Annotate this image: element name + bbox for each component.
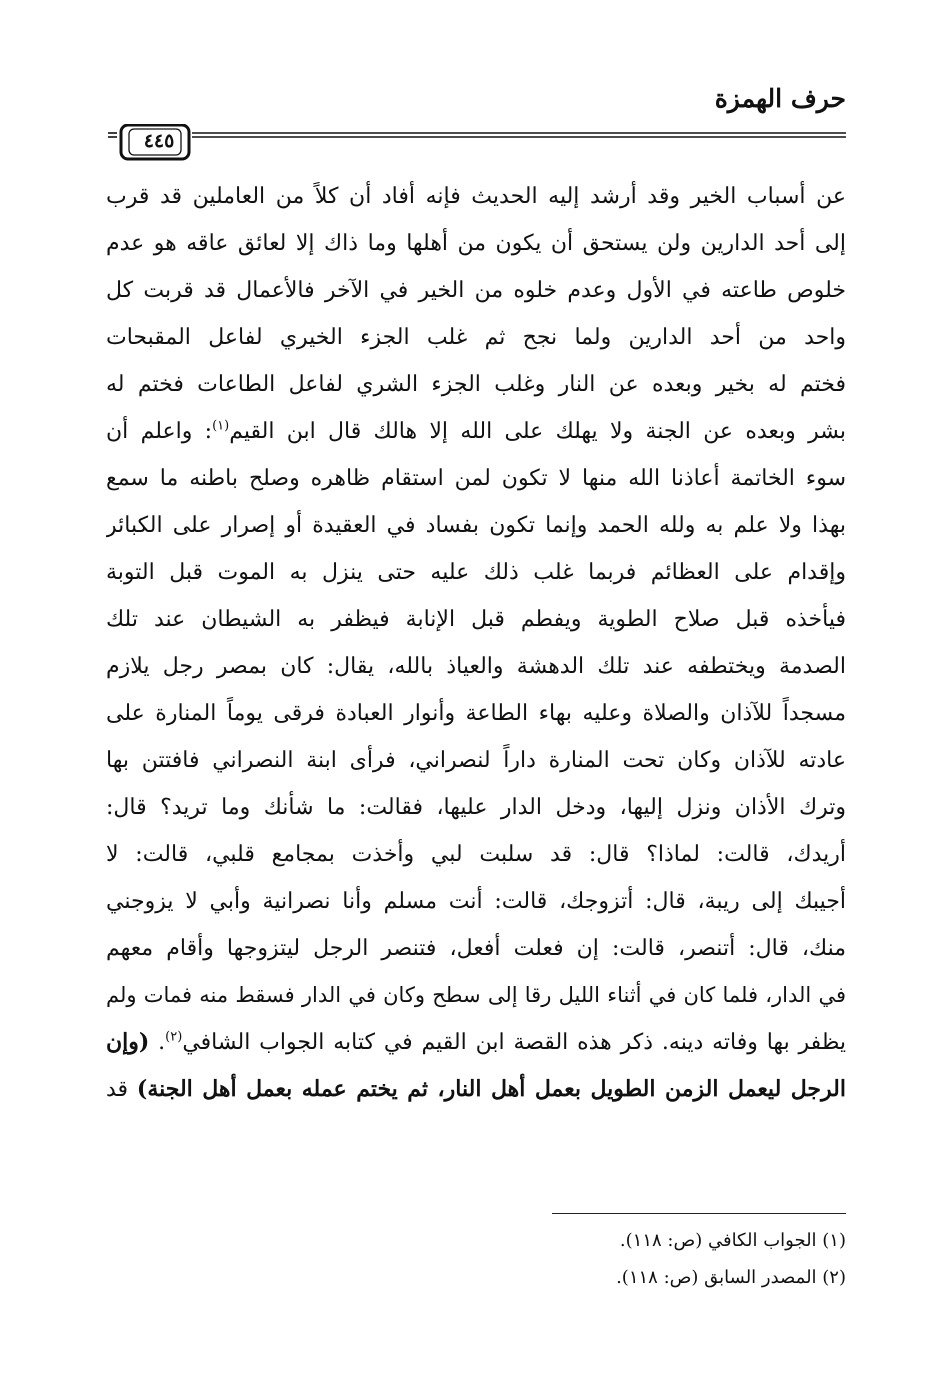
text-line <box>106 314 846 361</box>
text-line <box>106 220 846 267</box>
text-line <box>106 1066 846 1113</box>
text-line <box>106 784 846 831</box>
footnote-entry: (١) الجواب الكافي (ص: ١١٨). <box>619 1230 846 1251</box>
text-line-content: فيأخذه قبل صلاح الطوية ويفطم قبل الإنابة فيظفر به الشيطان عند تلك <box>106 607 846 632</box>
main-text <box>106 173 846 1113</box>
footnotes <box>346 1222 846 1296</box>
text-line-content: خلوص طاعته في الأول وعدم خلوه من الخير في الآخر فالأعمال قد قربت كل <box>106 278 846 303</box>
footnote-marker[interactable]: (٢) <box>165 1029 183 1045</box>
text-line-content: يظفر بها وفاته دينه. ذكر هذه القصة ابن القيم في كتابه الجواب الشافي <box>182 1030 846 1055</box>
text-line <box>106 455 846 502</box>
text-line <box>106 502 846 549</box>
text-line-continuation: : واعلم أن <box>106 419 213 444</box>
text-line <box>106 690 846 737</box>
text-line-content: عادته للآذان وكان تحت المنارة داراً لنصراني، فرأى ابنة النصراني فافتتن بها <box>106 748 846 773</box>
text-line-content: فختم له بخير وبعده عن النار وغلب الجزء الشري لفاعل الطاعات فختم له <box>106 372 846 397</box>
text-line <box>106 267 846 314</box>
text-line <box>106 549 846 596</box>
text-line <box>106 972 846 1019</box>
text-line <box>106 737 846 784</box>
text-line <box>106 361 846 408</box>
hadith-quote-start: (وإن <box>106 1029 150 1055</box>
text-line-content: وإقدام على العظائم فربما غلب ذلك عليه حتى ينزل به الموت قبل التوبة <box>106 560 846 585</box>
header-ornamental-rule <box>108 124 846 164</box>
text-line-content: مسجداً للآذان والصلاة وعليه بهاء الطاعة وأنوار العبادة فرقى يوماً المنارة على <box>106 701 846 726</box>
footnote-entry: (٢) المصدر السابق (ص: ١١٨). <box>616 1267 846 1288</box>
text-line <box>106 925 846 972</box>
text-line-content: الصدمة ويختطفه عند تلك الدهشة والعياذ بالله، يقال: كان بمصر رجل يلازم <box>106 654 846 679</box>
text-line-continuation: . <box>149 1030 166 1055</box>
text-line <box>106 643 846 690</box>
text-line-content: بهذا ولا علم به ولله الحمد وإنما تكون بفساد في العقيدة أو إصرار على الكبائر <box>106 513 846 538</box>
text-line <box>106 408 846 455</box>
text-line-content: سوء الخاتمة أعاذنا الله منها لا تكون لمن استقام ظاهره وصلح باطنه ما سمع <box>106 466 846 491</box>
text-line-content: منك، قال: أتنصر، قالت: إن فعلت أفعل، فتنصر الرجل ليتزوجها وأقام معهم <box>106 936 846 961</box>
text-line-content: أريدك، قالت: لماذا؟ قال: قد سلبت لبي وأخذت بمجامع قلبي، قالت: لا <box>106 842 846 867</box>
text-line-content: في الدار، فلما كان في أثناء الليل رقا إلى سطح وكان في الدار فسقط منه فمات ولم <box>106 983 846 1007</box>
running-title: حرف الهمزة <box>714 84 846 113</box>
text-line-content: أجيبك إلى ريبة، قال: أتزوجك، قالت: أنت مسلم وأنا نصرانية وأبي لا يزوجني <box>106 889 846 914</box>
text-line <box>106 878 846 925</box>
footnote-marker[interactable]: (١) <box>212 418 230 434</box>
text-line-content: إلى أحد الدارين ولن يستحق أن يكون من أهلها وما ذاك إلا لعائق عاقه هو عدم <box>106 231 846 256</box>
text-line-content: واحد من أحد الدارين ولما نجح ثم غلب الجزء الخيري لفاعل المقبحات <box>106 325 846 350</box>
page-number: ٤٤٥ <box>143 130 175 152</box>
text-line <box>106 596 846 643</box>
text-line <box>106 173 846 220</box>
text-line-continuation: قد <box>106 1077 137 1102</box>
text-line-content: بشر وبعده عن الجنة ولا يهلك على الله إلا هالك قال ابن القيم <box>229 419 846 444</box>
text-line <box>106 1019 846 1066</box>
footnote-separator <box>552 1213 846 1214</box>
text-line-content: وترك الأذان ونزل إليها، ودخل الدار عليها، فقالت: ما شأنك وما تريد؟ قال: <box>106 795 846 820</box>
text-line-content: عن أسباب الخير وقد أرشد إليه الحديث فإنه أفاد أن كلاً من العاملين قد قرب <box>106 184 846 209</box>
text-line <box>106 831 846 878</box>
hadith-quote: الرجل ليعمل الزمن الطويل بعمل أهل النار، ثم يختم عمله بعمل أهل الجنة) <box>136 1076 846 1102</box>
